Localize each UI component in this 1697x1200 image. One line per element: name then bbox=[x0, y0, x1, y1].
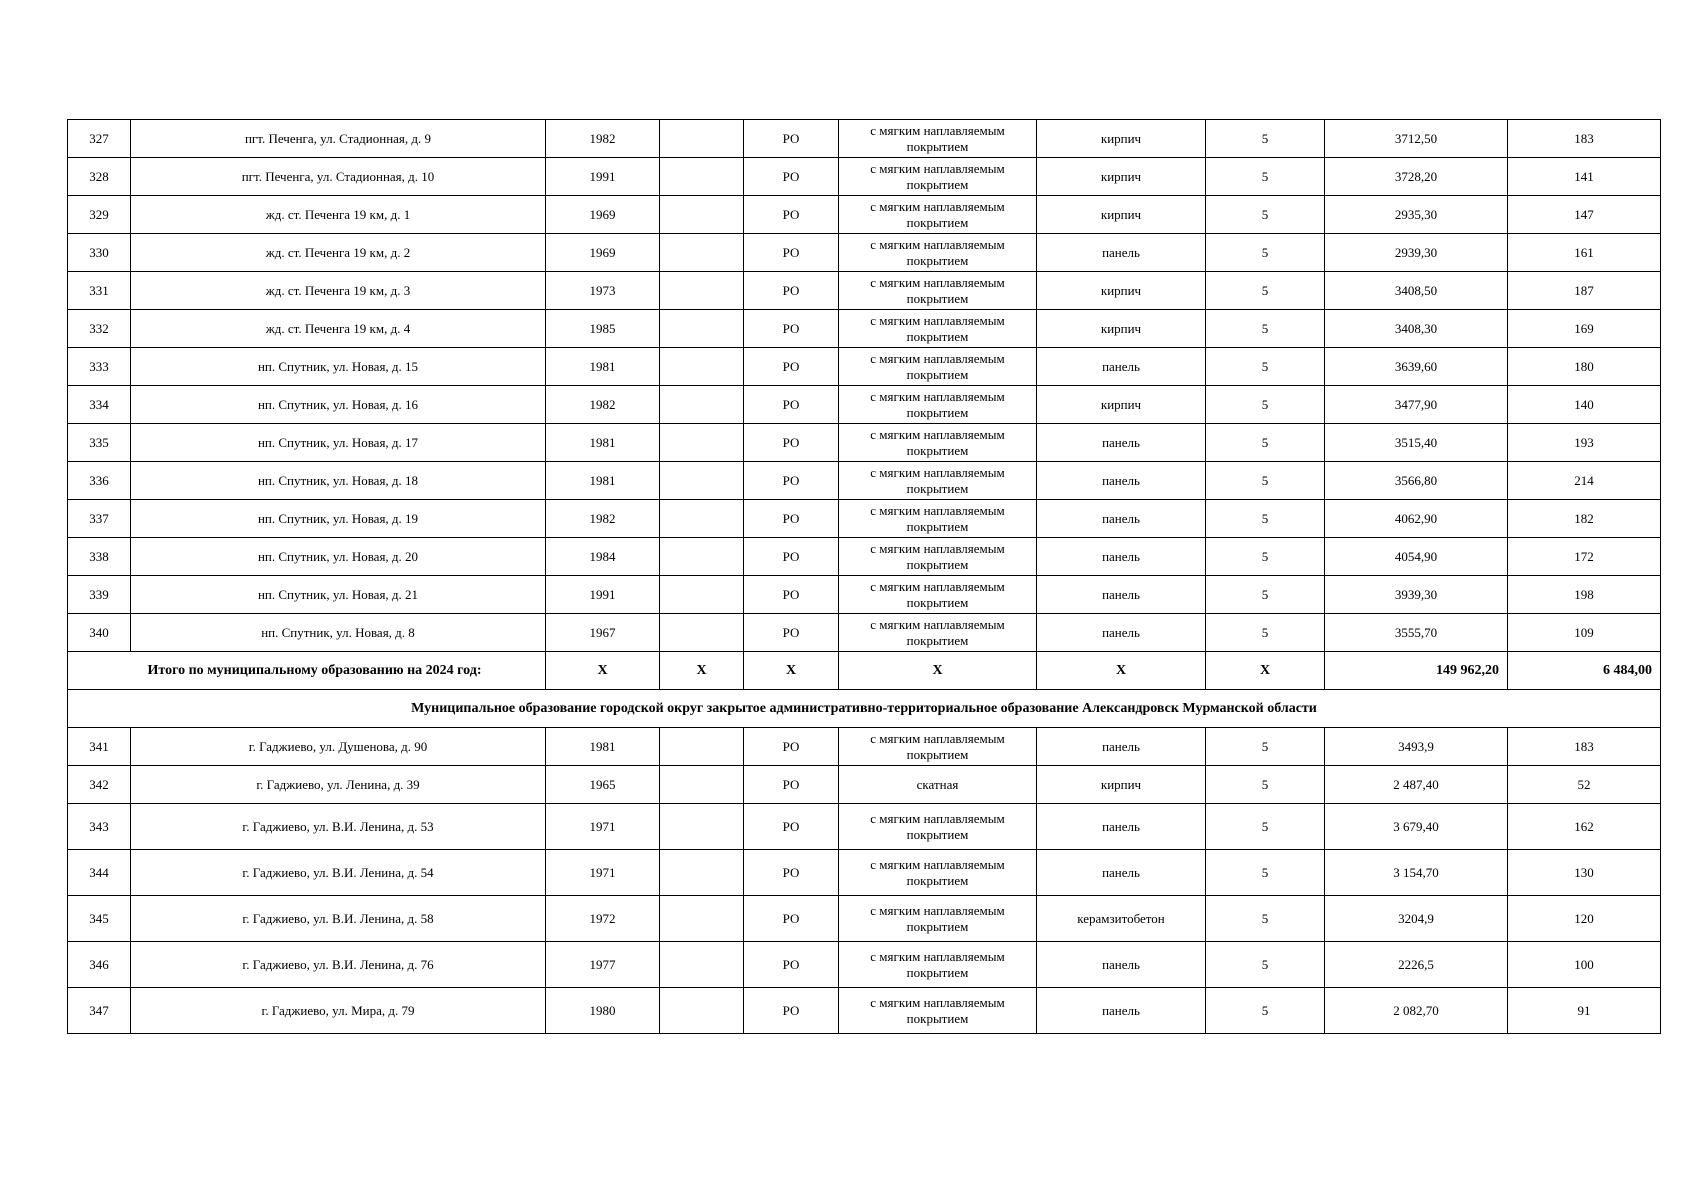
cell-address: нп. Спутник, ул. Новая, д. 17 bbox=[131, 424, 546, 462]
cell-col4 bbox=[660, 500, 744, 538]
cell-col4 bbox=[660, 850, 744, 896]
cell-residents: 140 bbox=[1508, 386, 1661, 424]
cell-area: 3712,50 bbox=[1325, 120, 1508, 158]
cell-area: 3 154,70 bbox=[1325, 850, 1508, 896]
cell-owner: РО bbox=[744, 462, 839, 500]
cell-year: 1973 bbox=[546, 272, 660, 310]
cell-roof: с мягким наплавляемым покрытием bbox=[839, 386, 1037, 424]
cell-owner: РО bbox=[744, 766, 839, 804]
table-row bbox=[68, 386, 1661, 424]
cell-residents: 180 bbox=[1508, 348, 1661, 386]
cell-address: жд. ст. Печенга 19 км, д. 1 bbox=[131, 196, 546, 234]
cell-number: 327 bbox=[68, 120, 131, 158]
cell-roof: с мягким наплавляемым покрытием bbox=[839, 538, 1037, 576]
cell-roof: с мягким наплавляемым покрытием bbox=[839, 234, 1037, 272]
cell-owner: РО bbox=[744, 538, 839, 576]
cell-residents: 130 bbox=[1508, 850, 1661, 896]
cell-residents: 183 bbox=[1508, 120, 1661, 158]
cell-address: жд. ст. Печенга 19 км, д. 4 bbox=[131, 310, 546, 348]
cell-number: 338 bbox=[68, 538, 131, 576]
table-row bbox=[68, 272, 1661, 310]
cell-address: пгт. Печенга, ул. Стадионная, д. 10 bbox=[131, 158, 546, 196]
cell-roof: с мягким наплавляемым покрытием bbox=[839, 272, 1037, 310]
cell-address: жд. ст. Печенга 19 км, д. 3 bbox=[131, 272, 546, 310]
cell-col4 bbox=[660, 988, 744, 1034]
cell-roof: с мягким наплавляемым покрытием bbox=[839, 310, 1037, 348]
table-row bbox=[68, 196, 1661, 234]
table-row bbox=[68, 896, 1661, 942]
cell-floors: 5 bbox=[1206, 766, 1325, 804]
cell-year: 1977 bbox=[546, 942, 660, 988]
cell-owner: РО bbox=[744, 272, 839, 310]
cell-residents: 109 bbox=[1508, 614, 1661, 652]
cell-col4 bbox=[660, 234, 744, 272]
cell-col4 bbox=[660, 896, 744, 942]
cell-owner: РО bbox=[744, 196, 839, 234]
cell-area: 3204,9 bbox=[1325, 896, 1508, 942]
cell-year: 1967 bbox=[546, 614, 660, 652]
cell-floors: 5 bbox=[1206, 500, 1325, 538]
cell-walls: панель bbox=[1037, 850, 1206, 896]
cell-owner: РО bbox=[744, 614, 839, 652]
cell-roof: с мягким наплавляемым покрытием bbox=[839, 804, 1037, 850]
cell-roof: с мягким наплавляемым покрытием bbox=[839, 942, 1037, 988]
table-row bbox=[68, 234, 1661, 272]
cell-year: 1969 bbox=[546, 234, 660, 272]
cell-floors: 5 bbox=[1206, 538, 1325, 576]
table-row bbox=[68, 462, 1661, 500]
cell-col4 bbox=[660, 348, 744, 386]
cell-col4 bbox=[660, 462, 744, 500]
total-x-roof: Х bbox=[839, 652, 1037, 690]
cell-walls: панель bbox=[1037, 462, 1206, 500]
cell-walls: панель bbox=[1037, 576, 1206, 614]
cell-roof: с мягким наплавляемым покрытием bbox=[839, 196, 1037, 234]
cell-address: нп. Спутник, ул. Новая, д. 8 bbox=[131, 614, 546, 652]
cell-roof: с мягким наплавляемым покрытием bbox=[839, 500, 1037, 538]
cell-number: 332 bbox=[68, 310, 131, 348]
cell-roof: с мягким наплавляемым покрытием bbox=[839, 850, 1037, 896]
cell-area: 3555,70 bbox=[1325, 614, 1508, 652]
cell-year: 1982 bbox=[546, 120, 660, 158]
table-row bbox=[68, 728, 1661, 766]
cell-address: г. Гаджиево, ул. Ленина, д. 39 bbox=[131, 766, 546, 804]
registry-rows-a bbox=[68, 120, 1661, 652]
cell-floors: 5 bbox=[1206, 942, 1325, 988]
cell-floors: 5 bbox=[1206, 234, 1325, 272]
cell-col4 bbox=[660, 728, 744, 766]
cell-number: 340 bbox=[68, 614, 131, 652]
registry-rows-b bbox=[68, 728, 1661, 1034]
cell-walls: кирпич bbox=[1037, 386, 1206, 424]
cell-address: нп. Спутник, ул. Новая, д. 19 bbox=[131, 500, 546, 538]
cell-area: 3566,80 bbox=[1325, 462, 1508, 500]
cell-year: 1971 bbox=[546, 804, 660, 850]
cell-col4 bbox=[660, 120, 744, 158]
table-row bbox=[68, 614, 1661, 652]
cell-walls: кирпич bbox=[1037, 272, 1206, 310]
cell-roof: с мягким наплавляемым покрытием bbox=[839, 988, 1037, 1034]
total-x-owner: Х bbox=[744, 652, 839, 690]
cell-owner: РО bbox=[744, 120, 839, 158]
cell-area: 2 082,70 bbox=[1325, 988, 1508, 1034]
cell-walls: кирпич bbox=[1037, 196, 1206, 234]
cell-year: 1969 bbox=[546, 196, 660, 234]
cell-area: 2 487,40 bbox=[1325, 766, 1508, 804]
cell-roof: с мягким наплавляемым покрытием bbox=[839, 576, 1037, 614]
cell-area: 2226,5 bbox=[1325, 942, 1508, 988]
cell-col4 bbox=[660, 386, 744, 424]
cell-floors: 5 bbox=[1206, 988, 1325, 1034]
cell-residents: 172 bbox=[1508, 538, 1661, 576]
cell-col4 bbox=[660, 310, 744, 348]
cell-area: 2935,30 bbox=[1325, 196, 1508, 234]
table-row bbox=[68, 500, 1661, 538]
cell-address: г. Гаджиево, ул. В.И. Ленина, д. 53 bbox=[131, 804, 546, 850]
cell-col4 bbox=[660, 196, 744, 234]
cell-walls: панель bbox=[1037, 424, 1206, 462]
cell-residents: 182 bbox=[1508, 500, 1661, 538]
cell-col4 bbox=[660, 576, 744, 614]
cell-residents: 141 bbox=[1508, 158, 1661, 196]
cell-area: 3408,50 bbox=[1325, 272, 1508, 310]
table-row bbox=[68, 804, 1661, 850]
table-row bbox=[68, 348, 1661, 386]
cell-number: 336 bbox=[68, 462, 131, 500]
cell-walls: панель bbox=[1037, 234, 1206, 272]
cell-walls: панель bbox=[1037, 348, 1206, 386]
cell-walls: панель bbox=[1037, 538, 1206, 576]
cell-floors: 5 bbox=[1206, 310, 1325, 348]
cell-residents: 169 bbox=[1508, 310, 1661, 348]
cell-residents: 161 bbox=[1508, 234, 1661, 272]
cell-area: 3 679,40 bbox=[1325, 804, 1508, 850]
cell-roof: с мягким наплавляемым покрытием bbox=[839, 348, 1037, 386]
cell-floors: 5 bbox=[1206, 462, 1325, 500]
cell-roof: с мягким наплавляемым покрытием bbox=[839, 462, 1037, 500]
cell-col4 bbox=[660, 766, 744, 804]
cell-year: 1981 bbox=[546, 424, 660, 462]
cell-number: 347 bbox=[68, 988, 131, 1034]
cell-owner: РО bbox=[744, 424, 839, 462]
section-header-row bbox=[68, 690, 1661, 728]
cell-area: 3728,20 bbox=[1325, 158, 1508, 196]
cell-roof: с мягким наплавляемым покрытием bbox=[839, 120, 1037, 158]
total-x-col4: Х bbox=[660, 652, 744, 690]
cell-col4 bbox=[660, 538, 744, 576]
cell-area: 3515,40 bbox=[1325, 424, 1508, 462]
cell-roof: с мягким наплавляемым покрытием bbox=[839, 614, 1037, 652]
cell-year: 1991 bbox=[546, 158, 660, 196]
cell-residents: 147 bbox=[1508, 196, 1661, 234]
cell-col4 bbox=[660, 804, 744, 850]
cell-owner: РО bbox=[744, 234, 839, 272]
total-residents: 6 484,00 bbox=[1508, 652, 1661, 690]
cell-owner: РО bbox=[744, 896, 839, 942]
cell-year: 1980 bbox=[546, 988, 660, 1034]
cell-number: 346 bbox=[68, 942, 131, 988]
cell-walls: кирпич bbox=[1037, 766, 1206, 804]
total-x-floors: Х bbox=[1206, 652, 1325, 690]
table-row bbox=[68, 158, 1661, 196]
cell-owner: РО bbox=[744, 942, 839, 988]
cell-number: 333 bbox=[68, 348, 131, 386]
table-row bbox=[68, 424, 1661, 462]
cell-floors: 5 bbox=[1206, 158, 1325, 196]
cell-number: 330 bbox=[68, 234, 131, 272]
cell-col4 bbox=[660, 158, 744, 196]
cell-owner: РО bbox=[744, 386, 839, 424]
cell-floors: 5 bbox=[1206, 272, 1325, 310]
cell-number: 343 bbox=[68, 804, 131, 850]
cell-walls: кирпич bbox=[1037, 120, 1206, 158]
cell-year: 1965 bbox=[546, 766, 660, 804]
cell-col4 bbox=[660, 272, 744, 310]
cell-walls: панель bbox=[1037, 988, 1206, 1034]
cell-year: 1982 bbox=[546, 500, 660, 538]
cell-number: 345 bbox=[68, 896, 131, 942]
cell-col4 bbox=[660, 614, 744, 652]
cell-address: г. Гаджиево, ул. Душенова, д. 90 bbox=[131, 728, 546, 766]
table-row bbox=[68, 538, 1661, 576]
cell-roof: с мягким наплавляемым покрытием bbox=[839, 728, 1037, 766]
cell-floors: 5 bbox=[1206, 196, 1325, 234]
cell-area: 4062,90 bbox=[1325, 500, 1508, 538]
cell-year: 1985 bbox=[546, 310, 660, 348]
cell-address: пгт. Печенга, ул. Стадионная, д. 9 bbox=[131, 120, 546, 158]
cell-number: 331 bbox=[68, 272, 131, 310]
table-row bbox=[68, 120, 1661, 158]
cell-floors: 5 bbox=[1206, 896, 1325, 942]
cell-number: 337 bbox=[68, 500, 131, 538]
cell-floors: 5 bbox=[1206, 850, 1325, 896]
cell-area: 3639,60 bbox=[1325, 348, 1508, 386]
cell-area: 2939,30 bbox=[1325, 234, 1508, 272]
cell-floors: 5 bbox=[1206, 576, 1325, 614]
cell-area: 3408,30 bbox=[1325, 310, 1508, 348]
total-x-year: Х bbox=[546, 652, 660, 690]
total-row bbox=[68, 652, 1661, 690]
cell-number: 335 bbox=[68, 424, 131, 462]
cell-residents: 198 bbox=[1508, 576, 1661, 614]
cell-floors: 5 bbox=[1206, 120, 1325, 158]
cell-owner: РО bbox=[744, 310, 839, 348]
cell-owner: РО bbox=[744, 988, 839, 1034]
cell-col4 bbox=[660, 942, 744, 988]
cell-address: жд. ст. Печенга 19 км, д. 2 bbox=[131, 234, 546, 272]
table-row bbox=[68, 766, 1661, 804]
section-title: Муниципальное образование городской округ закрытое административно-территориальное образование Александровск Мурманской области bbox=[68, 690, 1661, 728]
cell-year: 1984 bbox=[546, 538, 660, 576]
cell-number: 329 bbox=[68, 196, 131, 234]
cell-residents: 52 bbox=[1508, 766, 1661, 804]
cell-address: нп. Спутник, ул. Новая, д. 16 bbox=[131, 386, 546, 424]
cell-roof: с мягким наплавляемым покрытием bbox=[839, 896, 1037, 942]
cell-roof: скатная bbox=[839, 766, 1037, 804]
cell-address: г. Гаджиево, ул. Мира, д. 79 bbox=[131, 988, 546, 1034]
cell-floors: 5 bbox=[1206, 728, 1325, 766]
cell-address: г. Гаджиево, ул. В.И. Ленина, д. 76 bbox=[131, 942, 546, 988]
table-row bbox=[68, 988, 1661, 1034]
cell-owner: РО bbox=[744, 576, 839, 614]
cell-walls: кирпич bbox=[1037, 158, 1206, 196]
cell-address: г. Гаджиево, ул. В.И. Ленина, д. 58 bbox=[131, 896, 546, 942]
cell-number: 328 bbox=[68, 158, 131, 196]
housing-registry-table bbox=[67, 119, 1661, 1034]
cell-address: нп. Спутник, ул. Новая, д. 15 bbox=[131, 348, 546, 386]
cell-owner: РО bbox=[744, 158, 839, 196]
cell-number: 341 bbox=[68, 728, 131, 766]
total-x-walls: Х bbox=[1037, 652, 1206, 690]
cell-floors: 5 bbox=[1206, 614, 1325, 652]
cell-residents: 183 bbox=[1508, 728, 1661, 766]
cell-owner: РО bbox=[744, 348, 839, 386]
table-row bbox=[68, 310, 1661, 348]
cell-year: 1971 bbox=[546, 850, 660, 896]
cell-year: 1981 bbox=[546, 348, 660, 386]
cell-number: 339 bbox=[68, 576, 131, 614]
cell-number: 342 bbox=[68, 766, 131, 804]
cell-year: 1991 bbox=[546, 576, 660, 614]
cell-floors: 5 bbox=[1206, 424, 1325, 462]
cell-owner: РО bbox=[744, 728, 839, 766]
cell-residents: 214 bbox=[1508, 462, 1661, 500]
cell-number: 334 bbox=[68, 386, 131, 424]
cell-walls: панель bbox=[1037, 728, 1206, 766]
cell-area: 3939,30 bbox=[1325, 576, 1508, 614]
cell-roof: с мягким наплавляемым покрытием bbox=[839, 424, 1037, 462]
cell-walls: кирпич bbox=[1037, 310, 1206, 348]
cell-address: г. Гаджиево, ул. В.И. Ленина, д. 54 bbox=[131, 850, 546, 896]
cell-floors: 5 bbox=[1206, 386, 1325, 424]
cell-residents: 120 bbox=[1508, 896, 1661, 942]
table-row bbox=[68, 576, 1661, 614]
cell-residents: 162 bbox=[1508, 804, 1661, 850]
cell-area: 3477,90 bbox=[1325, 386, 1508, 424]
cell-residents: 193 bbox=[1508, 424, 1661, 462]
total-row-group bbox=[68, 652, 1661, 728]
cell-number: 344 bbox=[68, 850, 131, 896]
cell-owner: РО bbox=[744, 500, 839, 538]
cell-year: 1982 bbox=[546, 386, 660, 424]
cell-address: нп. Спутник, ул. Новая, д. 18 bbox=[131, 462, 546, 500]
cell-owner: РО bbox=[744, 850, 839, 896]
cell-walls: керамзитобетон bbox=[1037, 896, 1206, 942]
cell-walls: панель bbox=[1037, 804, 1206, 850]
cell-owner: РО bbox=[744, 804, 839, 850]
cell-col4 bbox=[660, 424, 744, 462]
total-label: Итого по муниципальному образованию на 2024 год: bbox=[68, 652, 546, 690]
cell-year: 1972 bbox=[546, 896, 660, 942]
total-area: 149 962,20 bbox=[1325, 652, 1508, 690]
cell-residents: 187 bbox=[1508, 272, 1661, 310]
cell-residents: 91 bbox=[1508, 988, 1661, 1034]
cell-area: 4054,90 bbox=[1325, 538, 1508, 576]
cell-address: нп. Спутник, ул. Новая, д. 20 bbox=[131, 538, 546, 576]
cell-walls: панель bbox=[1037, 942, 1206, 988]
cell-residents: 100 bbox=[1508, 942, 1661, 988]
table-row bbox=[68, 850, 1661, 896]
cell-walls: панель bbox=[1037, 500, 1206, 538]
cell-floors: 5 bbox=[1206, 348, 1325, 386]
cell-address: нп. Спутник, ул. Новая, д. 21 bbox=[131, 576, 546, 614]
cell-floors: 5 bbox=[1206, 804, 1325, 850]
cell-year: 1981 bbox=[546, 728, 660, 766]
table-row bbox=[68, 942, 1661, 988]
cell-roof: с мягким наплавляемым покрытием bbox=[839, 158, 1037, 196]
cell-walls: панель bbox=[1037, 614, 1206, 652]
cell-year: 1981 bbox=[546, 462, 660, 500]
cell-area: 3493,9 bbox=[1325, 728, 1508, 766]
